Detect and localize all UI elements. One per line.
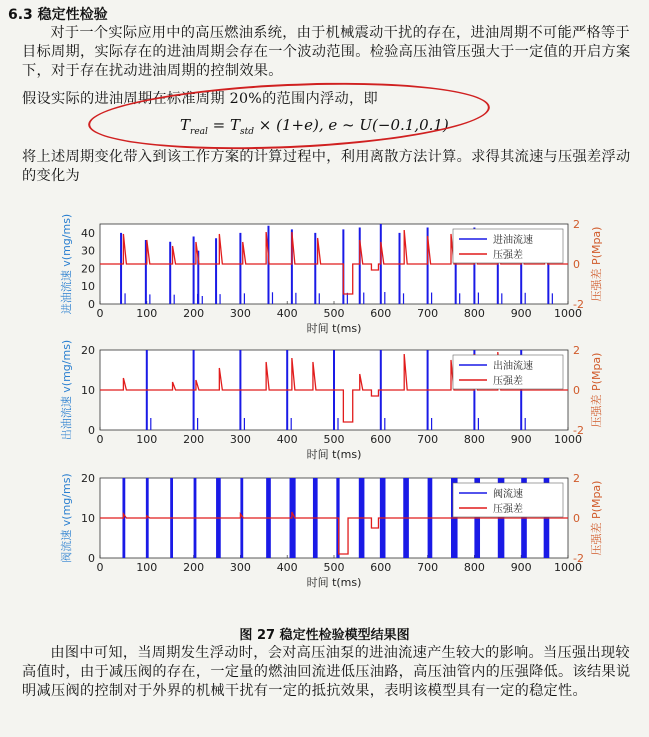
section-title: 6.3 稳定性检验 bbox=[8, 7, 108, 23]
x-tick-label: 600 bbox=[370, 307, 392, 320]
x-tick-label: 200 bbox=[183, 433, 205, 446]
legend-pressure-label: 压强差 bbox=[493, 250, 523, 261]
x-tick-label: 1000 bbox=[554, 561, 582, 574]
y-left-tick-label: 0 bbox=[88, 298, 95, 311]
legend-pressure-label: 压强差 bbox=[493, 504, 523, 515]
y-right-tick-label: -2 bbox=[573, 424, 584, 437]
paragraph-assumption: 假设实际的进油周期在标准周期 20%的范围内浮动，即 bbox=[22, 91, 378, 107]
y-right-tick-label: -2 bbox=[573, 552, 584, 565]
x-tick-label: 800 bbox=[463, 433, 485, 446]
y-right-axis-label: 压强差 P(Mpa) bbox=[590, 480, 603, 556]
formula: $T_{real} = T_{std} \times (1+e)$, e ~ U(−0.1,0.1) bbox=[180, 116, 449, 137]
x-axis-label: 时间 t(ms) bbox=[306, 576, 362, 589]
x-tick-label: 600 bbox=[370, 561, 392, 574]
x-tick-label: 700 bbox=[417, 307, 439, 320]
y-right-tick-label: 0 bbox=[573, 384, 580, 397]
x-tick-label: 500 bbox=[323, 561, 345, 574]
x-tick-label: 300 bbox=[229, 433, 251, 446]
y-right-tick-label: 2 bbox=[573, 218, 580, 231]
y-left-tick-label: 10 bbox=[81, 384, 95, 397]
legend-pressure-label: 压强差 bbox=[493, 376, 523, 387]
y-left-tick-label: 0 bbox=[88, 552, 95, 565]
y-left-axis-label: 进油流速 v(mg/ms) bbox=[60, 213, 73, 315]
x-tick-label: 1000 bbox=[554, 307, 582, 320]
x-tick-label: 800 bbox=[463, 561, 485, 574]
chart-panel-3 bbox=[59, 472, 603, 589]
x-tick-label: 200 bbox=[183, 307, 205, 320]
y-left-tick-label: 0 bbox=[88, 424, 95, 437]
x-tick-label: 600 bbox=[370, 433, 392, 446]
legend-flow-label: 进油流速 bbox=[493, 235, 533, 246]
x-tick-label: 200 bbox=[183, 561, 205, 574]
x-axis-label: 时间 t(ms) bbox=[306, 322, 362, 335]
x-tick-label: 900 bbox=[510, 433, 532, 446]
x-tick-label: 500 bbox=[323, 307, 345, 320]
red-annotation-ellipse bbox=[87, 75, 491, 156]
y-right-tick-label: 0 bbox=[573, 512, 580, 525]
y-left-axis-label: 出油流速 v(mg/ms) bbox=[60, 339, 73, 441]
y-right-tick-label: 2 bbox=[573, 472, 580, 485]
x-tick-label: 800 bbox=[463, 307, 485, 320]
y-left-tick-label: 10 bbox=[81, 280, 95, 294]
x-tick-label: 100 bbox=[136, 307, 158, 320]
y-right-tick-label: 2 bbox=[573, 344, 580, 357]
figure-caption: 图 27 稳定性检验模型结果图 bbox=[239, 628, 410, 643]
x-tick-label: 700 bbox=[417, 561, 439, 574]
stability-figure bbox=[0, 210, 649, 650]
x-tick-label: 300 bbox=[229, 561, 251, 574]
chart-panel-2 bbox=[59, 340, 603, 461]
x-tick-label: 0 bbox=[96, 433, 104, 446]
x-tick-label: 400 bbox=[276, 561, 298, 574]
y-left-tick-label: 20 bbox=[81, 344, 95, 357]
x-tick-label: 700 bbox=[417, 433, 439, 446]
x-tick-label: 900 bbox=[510, 561, 532, 574]
x-tick-label: 0 bbox=[96, 561, 104, 574]
x-tick-label: 100 bbox=[136, 433, 158, 446]
y-right-tick-label: 0 bbox=[573, 258, 580, 271]
y-right-tick-label: -2 bbox=[573, 298, 584, 311]
x-tick-label: 100 bbox=[136, 561, 158, 574]
paragraph-method: 将上述周期变化带入到该工作方案的计算过程中，利用离散方法计算。求得其流速与压强差浮动的变化为 bbox=[22, 149, 631, 184]
x-tick-label: 400 bbox=[276, 433, 298, 446]
y-right-axis-label: 压强差 P(Mpa) bbox=[590, 352, 603, 428]
legend-flow-label: 阀流速 bbox=[493, 489, 523, 500]
x-tick-label: 500 bbox=[323, 433, 345, 446]
y-left-tick-label: 40 bbox=[81, 226, 95, 240]
paragraph-conclusion: 由图中可知，当周期发生浮动时，会对高压油泵的进油流速产生较大的影响。当压强出现较高值时，由于减压阀的存在，一定量的燃油回流进低压油路，高压油管内的压强降低。该结果说明减压阀的控制对于外界的机械干扰有一定的抵抗效果，表明该模型具有一定的稳定性。 bbox=[22, 645, 631, 699]
x-axis-label: 时间 t(ms) bbox=[306, 448, 362, 461]
y-left-tick-label: 10 bbox=[81, 512, 95, 525]
x-tick-label: 0 bbox=[96, 307, 104, 320]
y-left-tick-label: 20 bbox=[81, 262, 95, 276]
y-left-tick-label: 20 bbox=[81, 472, 95, 485]
paragraph-intro: 对于一个实际应用中的高压燃油系统，由于机械震动干扰的存在，进油周期不可能严格等于目标周期，实际存在的进油周期会存在一个波动范围。检验高压油管压强大于一定值的开启方案下，对于存在扰动进油周期的控制效果。 bbox=[22, 25, 631, 79]
y-right-axis-label: 压强差 P(Mpa) bbox=[590, 226, 603, 302]
x-tick-label: 300 bbox=[229, 307, 251, 320]
y-left-tick-label: 30 bbox=[81, 244, 95, 258]
y-left-axis-label: 阀流速 v(mg/ms) bbox=[60, 473, 73, 563]
x-tick-label: 1000 bbox=[554, 433, 582, 446]
legend-flow-label: 出油流速 bbox=[493, 361, 533, 372]
x-tick-label: 900 bbox=[510, 307, 532, 320]
x-tick-label: 400 bbox=[276, 307, 298, 320]
chart-panel-1 bbox=[59, 214, 603, 335]
